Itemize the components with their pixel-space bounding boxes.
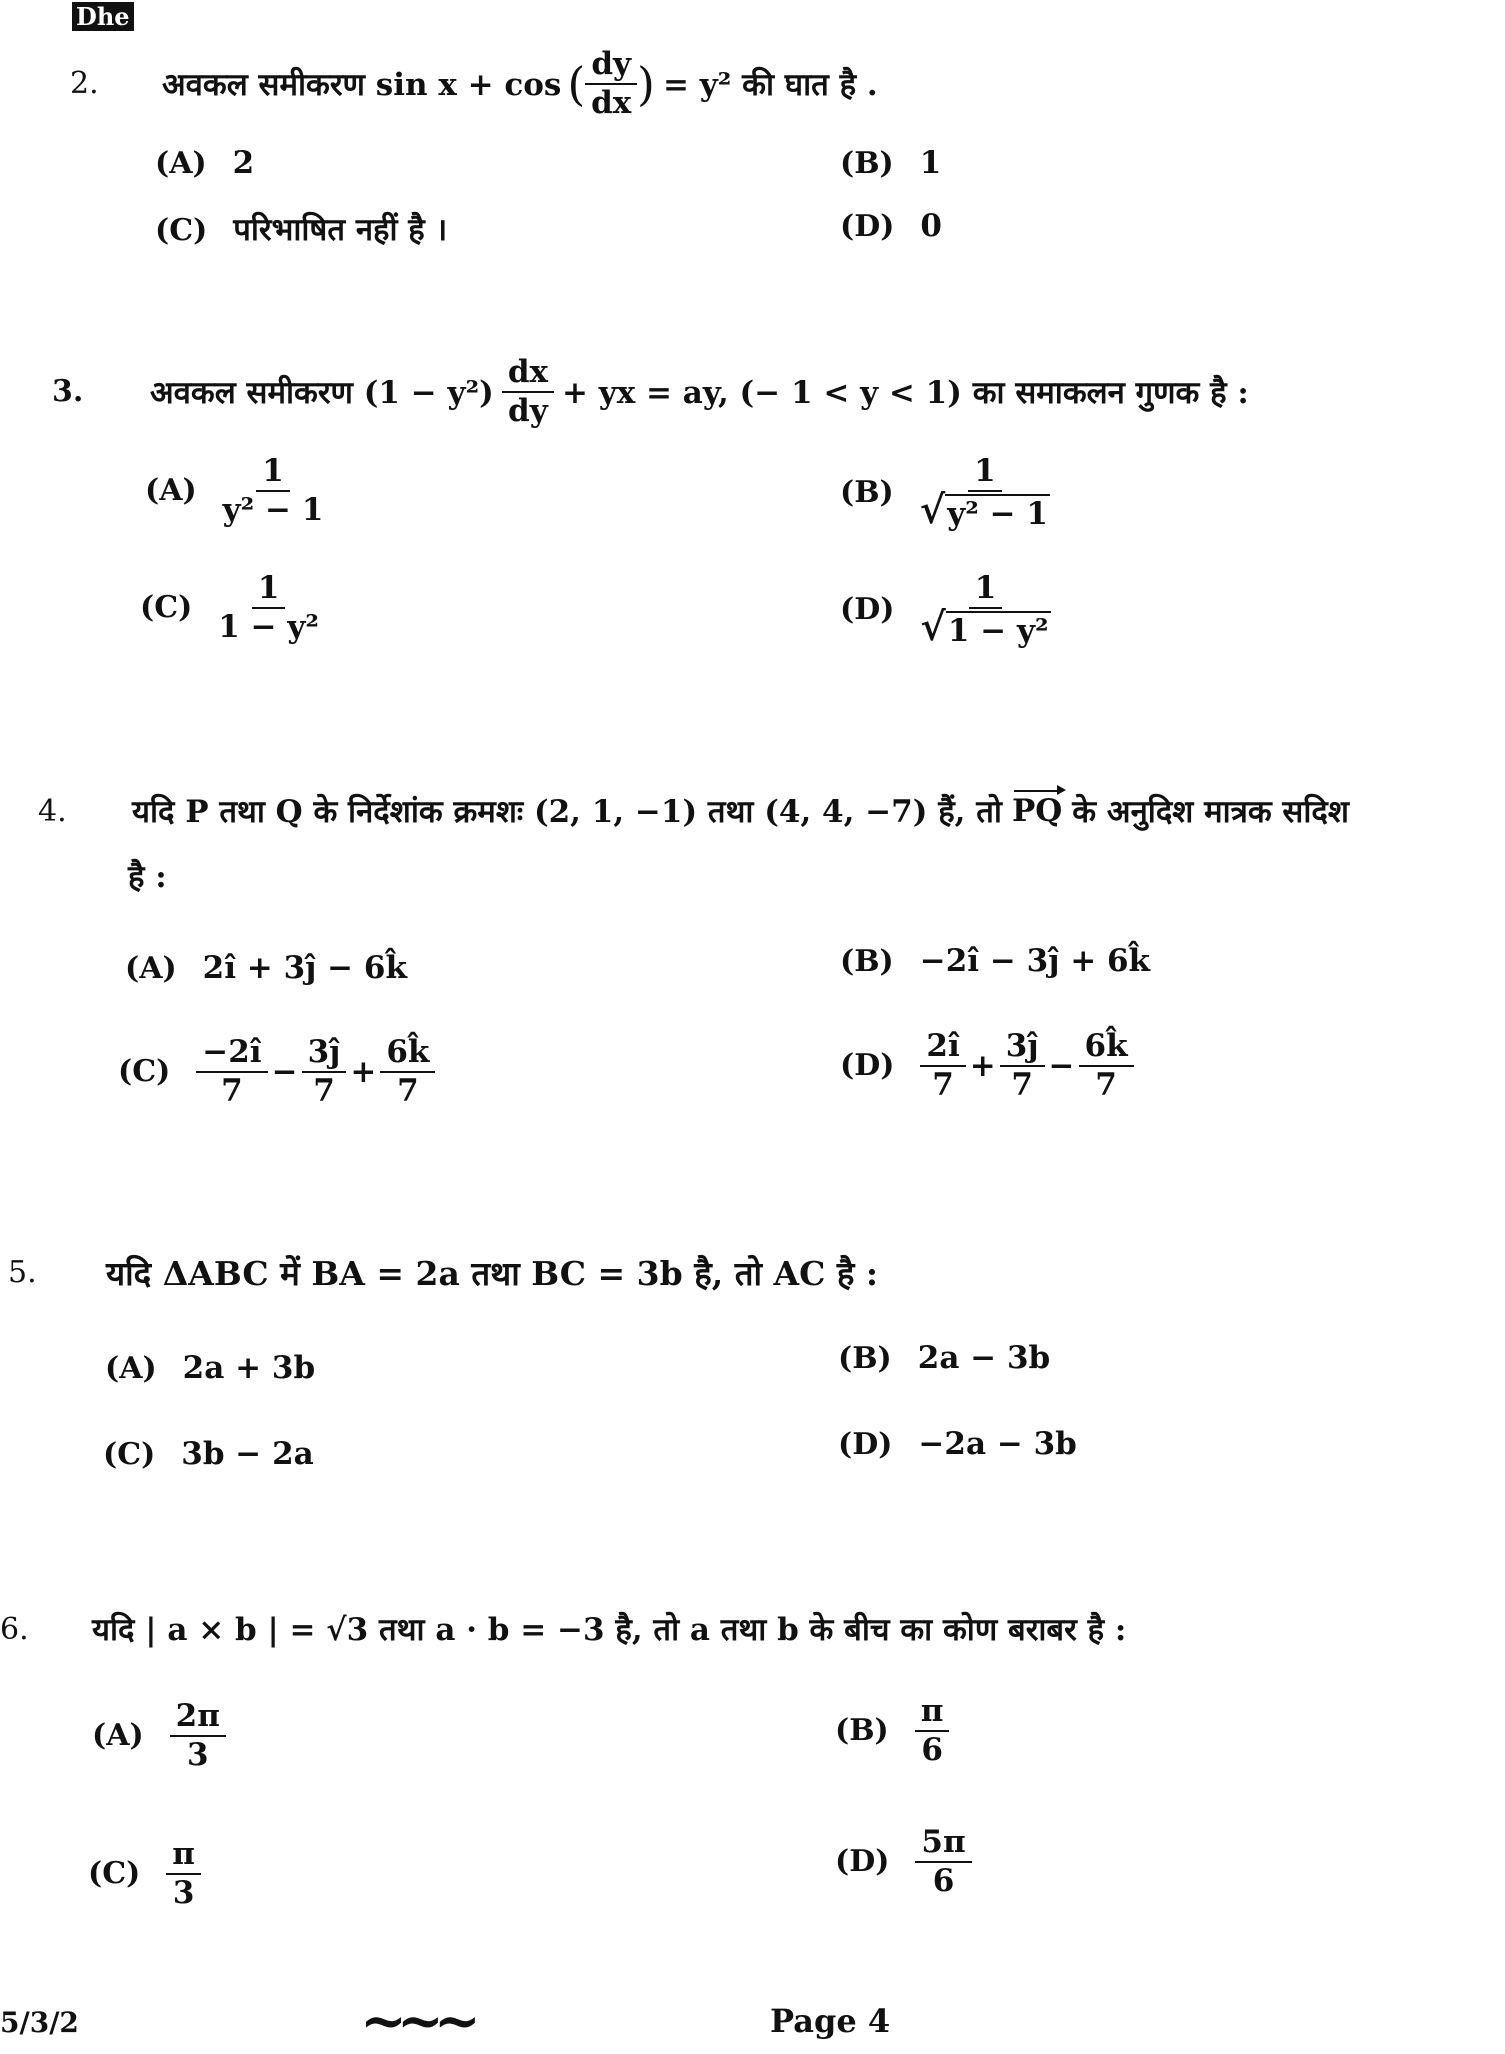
option-fraction: $\frac{1}{\text{1 − y²}}$ <box>218 570 319 645</box>
option-a: (A) 2î + 3ĵ − 6k̂ <box>125 950 407 986</box>
question-stem-tail: + yx = ay, (− 1 < y < 1) का समाकलन गुणक है : <box>561 374 1249 411</box>
vector-pq: PQ <box>1011 793 1063 829</box>
question-stem: यदि ΔABC में BA = 2a तथा BC = 3b है, तो AC है : <box>106 1254 879 1293</box>
question-stem: यदि P तथा Q के निर्देशांक क्रमशः (2, 1, −1) तथा (4, 4, −7) हैं, तो <box>132 794 1002 830</box>
option-b: (B) 2a − 3b <box>838 1340 1051 1376</box>
paper-code: 5/3/2 <box>0 2006 79 2039</box>
option-a: (A) $\frac{2\pi}{3}$ <box>92 1700 226 1771</box>
option-d: (D) $\frac{2î}{7}$ + $\frac{3ĵ}{7}$ − $\frac{6k̂}{7}$ <box>840 1030 1134 1101</box>
option-fraction: $\frac{5\pi}{6}$ <box>915 1826 971 1897</box>
question-stem-tail: के अनुदिश मात्रक सदिश <box>1072 794 1349 830</box>
option-fraction: $\frac{\pi}{3}$ <box>166 1838 201 1909</box>
question-number: 5. <box>8 1255 37 1290</box>
term: $\frac{-2î}{7}$ <box>196 1036 267 1107</box>
question-4 <box>38 790 1349 832</box>
operator: + <box>350 1053 377 1090</box>
option-d: (D) −2a − 3b <box>838 1426 1077 1462</box>
question-number: 4. <box>38 793 67 829</box>
option-fraction: $\frac{\pi}{6}$ <box>915 1695 950 1766</box>
option-c: (C) $\frac{\pi}{3}$ <box>88 1838 201 1909</box>
header-mark: Dhe <box>72 2 134 31</box>
option-b: (B) −2î − 3ĵ + 6k̂ <box>840 943 1151 979</box>
close-paren: ) <box>637 56 655 111</box>
term: $\frac{3ĵ}{7}$ <box>1000 1030 1045 1101</box>
question-stem: यदि | a × b | = √3 तथा a · b = −3 है, तो a तथा b के बीच का कोण बराबर है : <box>92 1612 1127 1648</box>
option-d: (D) 1 √ 1 − y² <box>840 570 1049 650</box>
derivative-fraction: $\frac{dx}{dy}$ <box>502 356 554 427</box>
sqrt-icon: √ <box>920 604 946 650</box>
question-stem: अवकल समीकरण sin x + cos <box>162 66 562 103</box>
term: $\frac{2î}{7}$ <box>920 1030 965 1101</box>
question-stem: अवकल समीकरण (1 − y²) <box>150 374 494 411</box>
option-c: (C) $\frac{-2î}{7}$ − $\frac{3ĵ}{7}$ + $\frac{6k̂}{7}$ <box>118 1036 435 1107</box>
option-c: (C) 3b − 2a <box>103 1436 314 1472</box>
derivative-fraction: $\frac{dy}{dx}$ <box>585 48 637 119</box>
option-b: (B) 1 √ y² − 1 <box>840 453 1048 533</box>
sqrt-icon: √ <box>919 487 946 533</box>
option-c: (C) $\frac{1}{\text{1 − y²}}$ <box>140 570 319 645</box>
option-a: (A) 2 <box>155 145 255 181</box>
term: $\frac{3ĵ}{7}$ <box>302 1036 347 1107</box>
option-d: (D) $\frac{5\pi}{6}$ <box>835 1826 972 1897</box>
option-fraction: $\frac{2\pi}{3}$ <box>170 1700 226 1771</box>
option-c: (C) परिभाषित नहीं है । <box>155 212 448 248</box>
option-a: (A) $\frac{1}{\text{y² − 1}}$ <box>145 453 324 528</box>
question-3 <box>52 356 1249 427</box>
option-a: (A) 2a + 3b <box>105 1350 316 1386</box>
question-5 <box>8 1250 878 1295</box>
question-stem-line2: है : <box>128 859 167 895</box>
question-2 <box>70 48 878 119</box>
term: $\frac{6k̂}{7}$ <box>1079 1030 1134 1101</box>
option-fraction: 1 √ y² − 1 <box>919 453 1048 533</box>
question-6 <box>0 1608 1126 1650</box>
question-number: 6. <box>0 1611 29 1647</box>
term: $\frac{6k̂}{7}$ <box>380 1036 435 1107</box>
option-fraction: 1 √ 1 − y² <box>920 570 1049 650</box>
operator: − <box>271 1053 298 1090</box>
option-fraction: $\frac{1}{\text{y² − 1}}$ <box>222 453 324 528</box>
operator: − <box>1048 1047 1075 1084</box>
question-number: 2. <box>70 66 99 102</box>
operator: + <box>969 1047 996 1084</box>
question-number: 3. <box>52 374 84 410</box>
question-stem-tail: = y² की घात है . <box>662 66 878 103</box>
option-b: (B) 1 <box>840 145 942 181</box>
option-b: (B) $\frac{\pi}{6}$ <box>835 1695 949 1766</box>
option-d: (D) 0 <box>840 208 942 244</box>
ornament: ~~~ <box>360 1988 471 2054</box>
open-paren: ( <box>567 56 586 111</box>
page-number: Page 4 <box>770 2002 891 2040</box>
